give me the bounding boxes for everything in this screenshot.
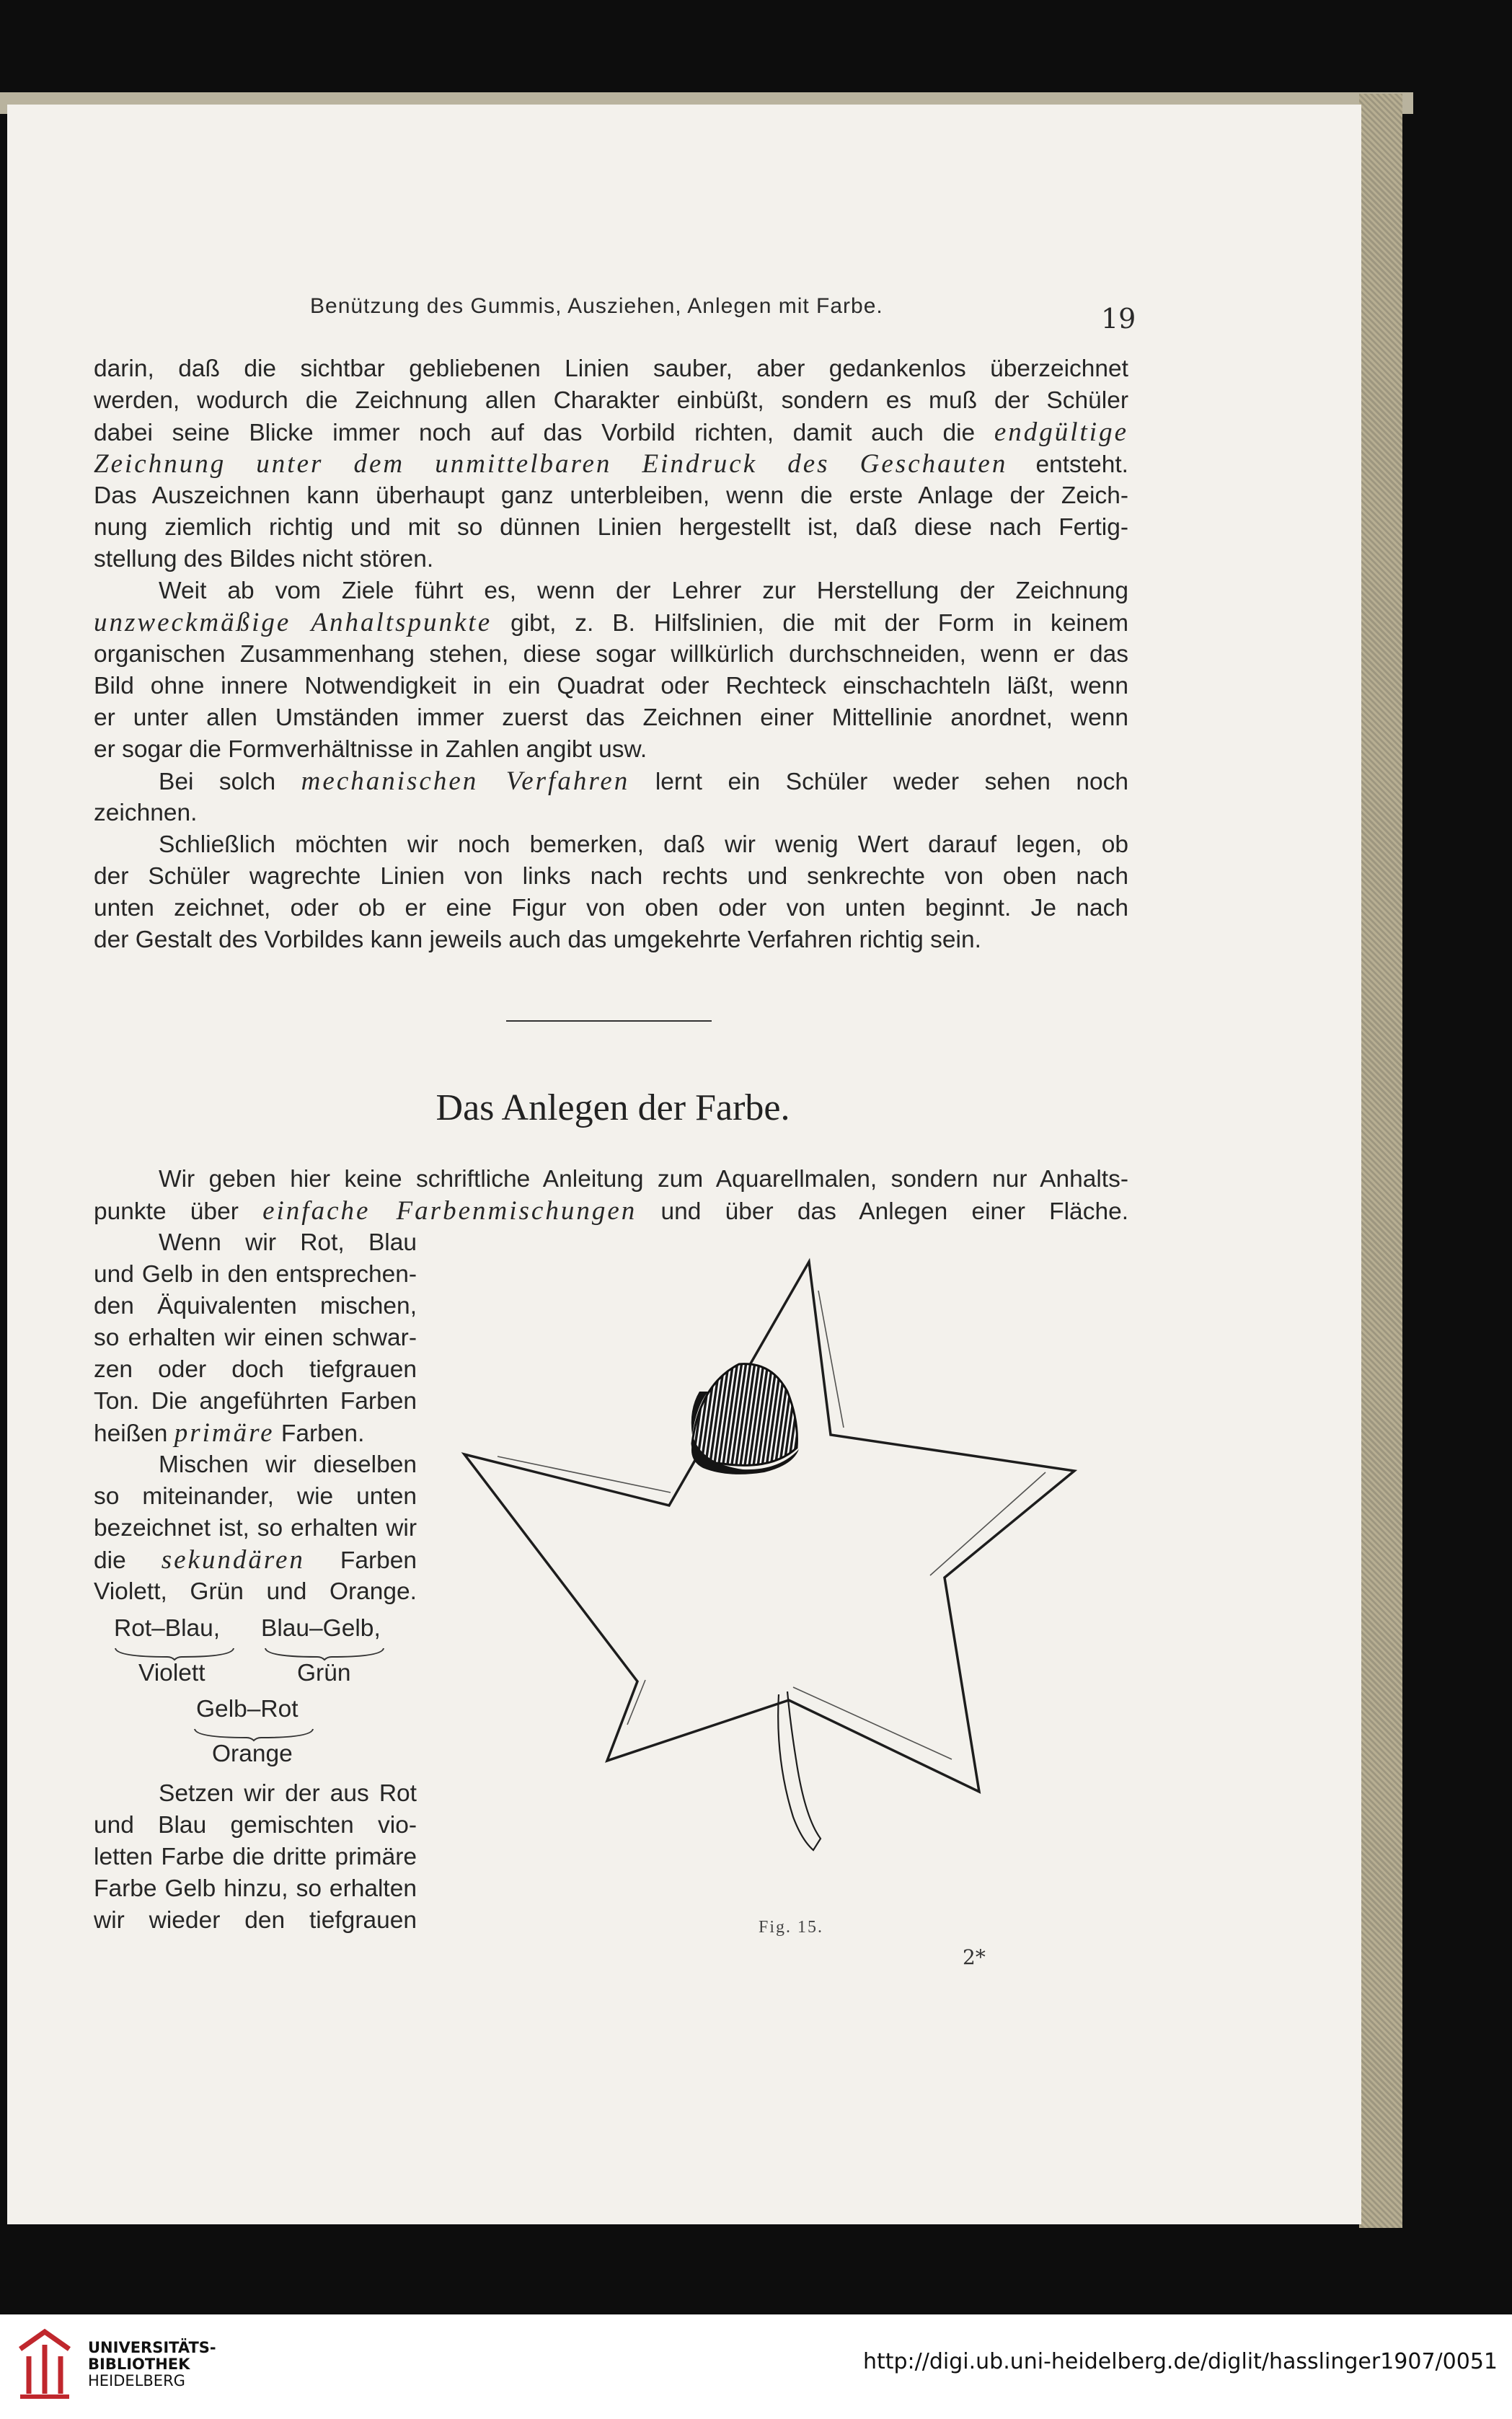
mix-result: Grün — [297, 1660, 351, 1686]
text-line — [94, 417, 1128, 449]
text-span: heißen — [94, 1420, 168, 1447]
mix-bracket — [190, 1728, 335, 1742]
running-head: Benützung des Gummis, Ausziehen, Anlegen mit Farbe. — [310, 294, 883, 318]
text-line: er unter allen Umständen immer zuerst das Zeichnen einer Mittellinie anordnet, wenn — [94, 704, 1128, 731]
mix-pair: Rot–Blau, — [114, 1615, 221, 1642]
text-line: und Gelb in den entsprechen- — [94, 1261, 417, 1288]
figure-caption: Fig. 15. — [759, 1918, 824, 1937]
mix-pair: Blau–Gelb, — [261, 1615, 381, 1642]
text-line — [94, 1195, 1128, 1228]
text-line — [94, 1544, 417, 1577]
text-line: zeichnen. — [94, 800, 198, 826]
text-line: werden, wodurch die Zeichnung allen Charakter einbüßt, sondern es muß der Schüler — [94, 387, 1128, 414]
text-line: Wenn wir Rot, Blau — [159, 1229, 417, 1256]
text-line: Farbe Gelb hinzu, so erhalten — [94, 1875, 417, 1902]
text-line: bezeichnet ist, so erhalten wir — [94, 1515, 417, 1542]
text-line: Wir geben hier keine schriftliche Anleitung zum Aquarellmalen, sondern nur Anhalts- — [159, 1166, 1128, 1193]
mix-result: Violett — [138, 1660, 205, 1686]
text-line: darin, daß die sichtbar gebliebenen Linien sauber, aber gedankenlos überzeichnet — [94, 355, 1128, 382]
text-line: nung ziemlich richtig und mit so dünnen Linien hergestellt ist, daß diese nach Fertig- — [94, 514, 1128, 541]
emphasis: sekundären — [161, 1545, 305, 1575]
page-number: 19 — [1101, 303, 1136, 335]
text-span: Farben. — [280, 1420, 365, 1447]
text-line: letten Farbe die dritte primäre — [94, 1844, 417, 1870]
text-line: so miteinander, wie unten — [94, 1483, 417, 1510]
text-span: lernt ein Schüler weder sehen noch — [655, 769, 1129, 795]
section-title: Das Anlegen der Farbe. — [436, 1087, 790, 1128]
emphasis: endgültige — [994, 417, 1128, 447]
university-library-logo-icon — [16, 2327, 74, 2400]
mix-brackets — [108, 1647, 418, 1661]
emphasis: einfache Farbenmischungen — [262, 1196, 637, 1226]
text-line: Das Auszeichnen kann überhaupt ganz unterbleiben, wenn die erste Anlage der Zeich- — [94, 482, 1128, 509]
text-line: der Schüler wagrechte Linien von links nach rechts und senkrechte von oben nach — [94, 863, 1128, 890]
text-line: Bild ohne innere Notwendigkeit in ein Quadrat oder Rechteck einschachteln läßt, wenn — [94, 673, 1128, 699]
text-line: Ton. Die angeführten Farben — [94, 1388, 417, 1415]
emphasis: mechanischen Verfahren — [301, 766, 630, 796]
text-span: entsteht. — [1035, 451, 1128, 478]
text-line: Violett, Grün und Orange. — [94, 1578, 417, 1605]
text-line: organischen Zusammenhang stehen, diese sogar willkürlich durchschneiden, wenn er das — [94, 641, 1128, 668]
text-line — [94, 1418, 417, 1450]
mix-result: Orange — [212, 1741, 293, 1767]
text-line: und Blau gemischten vio- — [94, 1812, 417, 1839]
text-span: dabei seine Blicke immer noch auf das Vorbild richten, damit auch die — [94, 420, 976, 446]
emphasis: primäre — [174, 1418, 275, 1448]
text-span: punkte über — [94, 1198, 239, 1225]
library-name — [88, 2340, 216, 2389]
text-line: der Gestalt des Vorbildes kann jeweils auch das umgekehrte Verfahren richtig sein. — [94, 927, 981, 953]
leaf-illustration — [454, 1255, 1146, 1889]
library-name-line: BIBLIOTHEK — [88, 2356, 190, 2373]
mix-pair: Gelb–Rot — [196, 1696, 299, 1723]
text-line — [94, 607, 1128, 640]
permalink-url[interactable]: http://digi.ub.uni-heidelberg.de/diglit/hasslinger1907/0051 — [862, 2349, 1498, 2374]
library-name-line: HEIDELBERG — [88, 2372, 185, 2389]
text-span: die — [94, 1547, 126, 1574]
text-line — [94, 448, 1128, 481]
library-name-line: UNIVERSITÄTS- — [88, 2339, 216, 2356]
text-line: wir wieder den tiefgrauen — [94, 1907, 417, 1934]
text-span: und über das Anlegen einer Fläche. — [660, 1198, 1129, 1225]
text-span: Bei solch — [159, 769, 276, 795]
text-line: so erhalten wir einen schwar- — [94, 1325, 417, 1351]
section-divider — [506, 1020, 712, 1022]
text-span: Farben — [340, 1547, 417, 1574]
text-line: er sogar die Formverhältnisse in Zahlen angibt usw. — [94, 736, 647, 763]
text-span: gibt, z. B. Hilfslinien, die mit der Form in keinem — [510, 610, 1128, 637]
text-line: Mischen wir dieselben — [159, 1451, 417, 1478]
text-line: Weit ab vom Ziele führt es, wenn der Lehrer zur Herstellung der Zeichnung — [159, 578, 1128, 604]
text-line — [159, 766, 1128, 798]
cover-board-edge — [1359, 94, 1402, 2228]
text-line: unten zeichnet, oder ob er eine Figur von oben oder von unten beginnt. Je nach — [94, 895, 1128, 921]
text-line: Schließlich möchten wir noch bemerken, daß wir wenig Wert darauf legen, ob — [159, 831, 1128, 858]
text-line: den Äquivalenten mischen, — [94, 1293, 417, 1319]
text-line: Setzen wir der aus Rot — [159, 1780, 417, 1807]
signature-mark: 2* — [963, 1945, 986, 1969]
emphasis: unzweckmäßige Anhaltspunkte — [94, 608, 492, 637]
text-line: stellung des Bildes nicht stören. — [94, 546, 434, 572]
text-line: zen oder doch tiefgrauen — [94, 1356, 417, 1383]
emphasis: Zeichnung unter dem unmittelbaren Eindruck des Geschauten — [94, 449, 1008, 479]
